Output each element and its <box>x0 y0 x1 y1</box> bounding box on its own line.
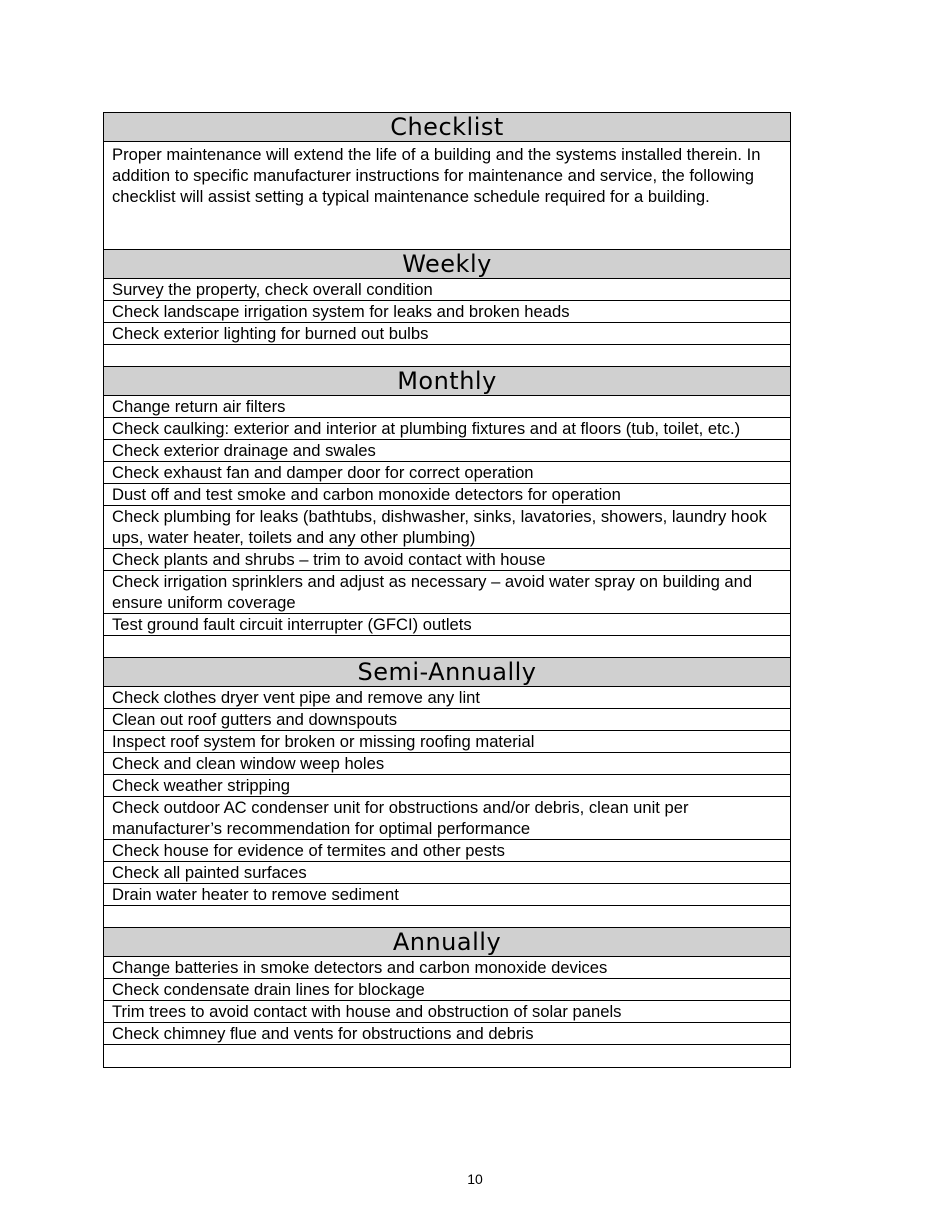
checklist-item: Check irrigation sprinklers and adjust as necessary – avoid water spray on building and ensure uniform coverage <box>104 571 790 614</box>
checklist-table <box>103 112 791 1068</box>
checklist-item: Check caulking: exterior and interior at plumbing fixtures and at floors (tub, toilet, etc.) <box>104 418 790 440</box>
intro-paragraph: Proper maintenance will extend the life of a building and the systems installed therein. In addition to specific manufacturer instructions for maintenance and service, the following checklist will assist setting a typical maintenance schedule required for a building. <box>104 142 790 250</box>
checklist-item: Check house for evidence of termites and other pests <box>104 840 790 862</box>
checklist-item: Check outdoor AC condenser unit for obstructions and/or debris, clean unit per manufacturer’s recommendation for optimal performance <box>104 797 790 840</box>
checklist-item: Check plants and shrubs – trim to avoid contact with house <box>104 549 790 571</box>
page-number: 10 <box>467 1171 483 1187</box>
checklist-item: Clean out roof gutters and downspouts <box>104 709 790 731</box>
checklist-item: Check exhaust fan and damper door for correct operation <box>104 462 790 484</box>
checklist-item: Change return air filters <box>104 396 790 418</box>
checklist-item: Check condensate drain lines for blockage <box>104 979 790 1001</box>
checklist-item: Check landscape irrigation system for leaks and broken heads <box>104 301 790 323</box>
section-heading: Semi-Annually <box>104 658 790 687</box>
section-heading: Monthly <box>104 367 790 396</box>
blank-row <box>104 636 790 658</box>
checklist-item: Check weather stripping <box>104 775 790 797</box>
checklist-item: Check exterior drainage and swales <box>104 440 790 462</box>
checklist-title: Checklist <box>104 113 790 142</box>
checklist-item: Check and clean window weep holes <box>104 753 790 775</box>
checklist-item: Test ground fault circuit interrupter (GFCI) outlets <box>104 614 790 636</box>
blank-row <box>104 345 790 367</box>
checklist-item: Inspect roof system for broken or missing roofing material <box>104 731 790 753</box>
checklist-item: Survey the property, check overall condition <box>104 279 790 301</box>
checklist-item: Drain water heater to remove sediment <box>104 884 790 906</box>
checklist-item: Check all painted surfaces <box>104 862 790 884</box>
checklist-item: Check chimney flue and vents for obstructions and debris <box>104 1023 790 1045</box>
section-heading: Annually <box>104 928 790 957</box>
sections-container <box>104 250 790 1067</box>
checklist-item: Trim trees to avoid contact with house and obstruction of solar panels <box>104 1001 790 1023</box>
blank-row <box>104 906 790 928</box>
checklist-item: Check clothes dryer vent pipe and remove any lint <box>104 687 790 709</box>
section-heading: Weekly <box>104 250 790 279</box>
checklist-item: Change batteries in smoke detectors and carbon monoxide devices <box>104 957 790 979</box>
checklist-item: Dust off and test smoke and carbon monoxide detectors for operation <box>104 484 790 506</box>
checklist-item: Check plumbing for leaks (bathtubs, dishwasher, sinks, lavatories, showers, laundry hook ups, water heater, toilets and any other plumbing) <box>104 506 790 549</box>
checklist-item: Check exterior lighting for burned out bulbs <box>104 323 790 345</box>
blank-row <box>104 1045 790 1067</box>
